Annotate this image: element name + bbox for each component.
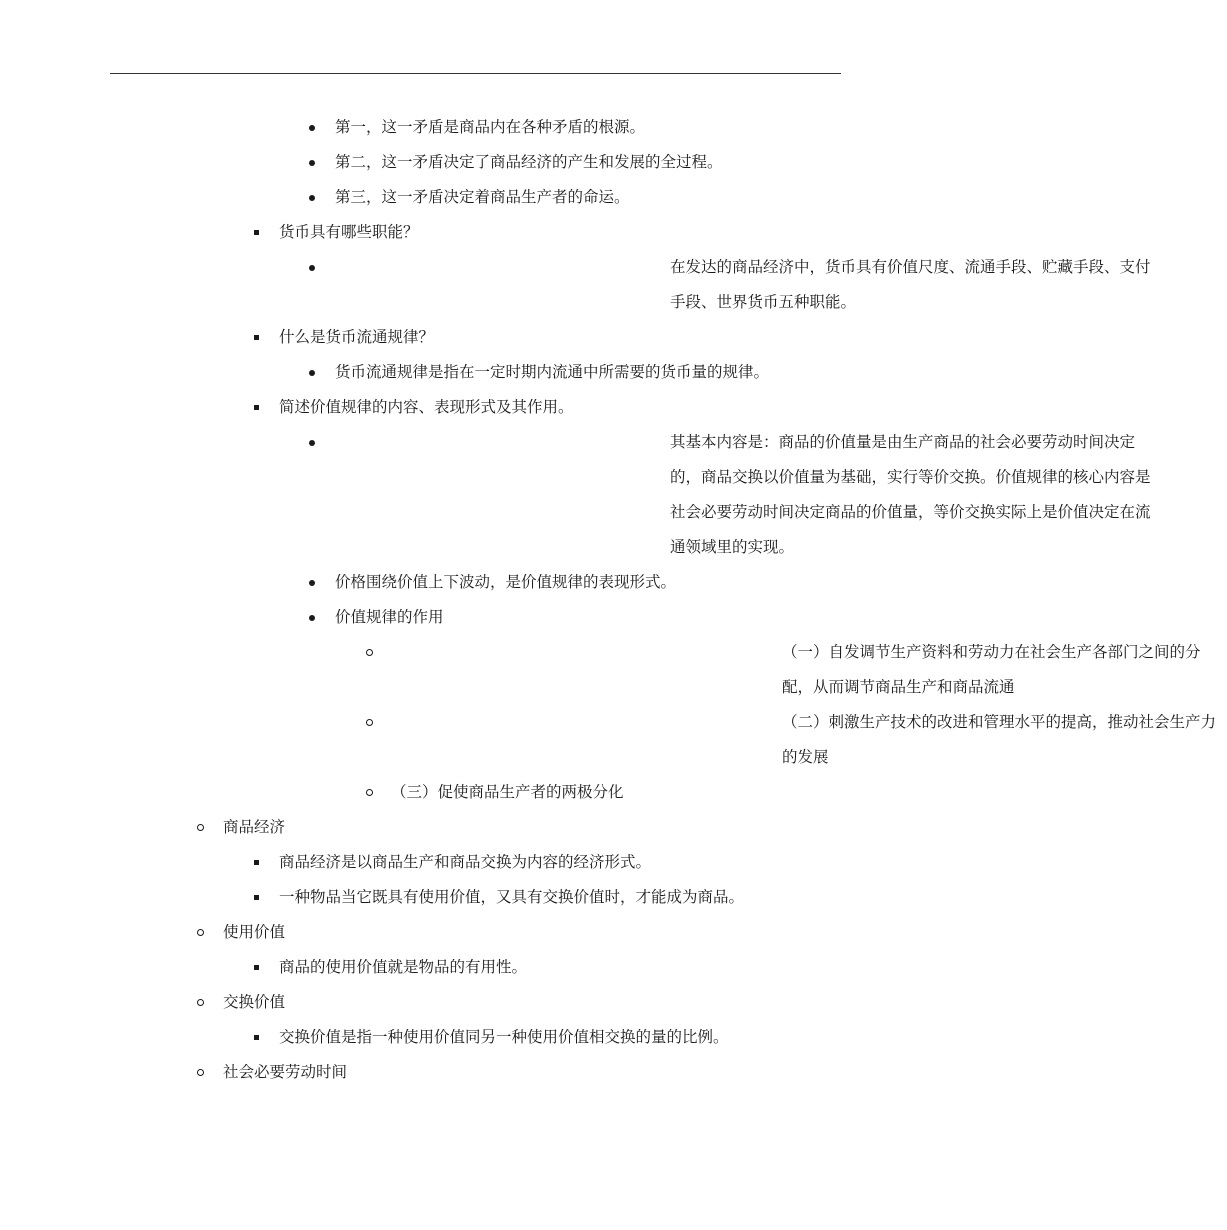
list-item: [0, 775, 950, 810]
list-item-text: 价格围绕价值上下波动，是价值规律的表现形式。: [335, 573, 677, 591]
bullet-square-icon: [254, 895, 259, 900]
list-item-text: 社会必要劳动时间: [223, 1063, 348, 1081]
list-item: [0, 180, 950, 215]
list-item: [0, 145, 950, 180]
list-item-text: 简述价值规律的内容、表现形式及其作用。: [279, 398, 574, 416]
list-item-text: 商品经济: [223, 818, 286, 836]
list-item-text: 货币具有哪些职能？: [279, 223, 419, 241]
bullet-dot-icon: [309, 265, 315, 271]
list-item: [0, 880, 950, 915]
list-item-text: （二）刺激生产技术的改进和管理水平的提高，推动社会生产力的发展: [782, 713, 1217, 766]
list-item: [0, 355, 950, 390]
list-item: [0, 1055, 950, 1090]
header-rule: [110, 73, 841, 74]
list-item-text: 第二，这一矛盾决定了商品经济的产生和发展的全过程。: [335, 153, 723, 171]
bullet-square-icon: [254, 965, 259, 970]
list-item: [0, 390, 950, 425]
list-item-text: 第一，这一矛盾是商品内在各种矛盾的根源。: [335, 118, 646, 136]
bullet-dot-icon: [309, 440, 315, 446]
list-item: [0, 1020, 950, 1055]
list-item: [0, 635, 1201, 705]
document-body: [0, 110, 1217, 1090]
list-item-text: 交换价值是指一种使用价值同另一种使用价值相交换的量的比例。: [279, 1028, 729, 1046]
list-item: [0, 425, 1151, 565]
bullet-circle-icon: [197, 999, 204, 1006]
list-item: [0, 985, 950, 1020]
list-item: [0, 950, 950, 985]
list-item-text: 其基本内容是：商品的价值量是由生产商品的社会必要劳动时间决定的，商品交换以价值量为基础，实行等价交换。价值规律的核心内容是社会必要劳动时间决定商品的价值量，等价交换实际上是价值决定在流通领域里的实现。: [670, 433, 1151, 556]
list-item-text: 在发达的商品经济中，货币具有价值尺度、流通手段、贮藏手段、支付手段、世界货币五种职能。: [670, 258, 1151, 311]
bullet-dot-icon: [309, 125, 315, 131]
list-item: [0, 565, 950, 600]
bullet-square-icon: [254, 1035, 259, 1040]
list-item-text: （三）促使商品生产者的两极分化: [391, 783, 624, 801]
bullet-dot-icon: [309, 195, 315, 201]
list-item-text: 使用价值: [223, 923, 286, 941]
list-item: [0, 845, 950, 880]
list-item: [0, 810, 950, 845]
list-item-text: 第三，这一矛盾决定着商品生产者的命运。: [335, 188, 630, 206]
bullet-circle-icon: [197, 1069, 204, 1076]
list-item: [0, 915, 950, 950]
bullet-square-icon: [254, 335, 259, 340]
list-item-text: 交换价值: [223, 993, 286, 1011]
bullet-dot-icon: [309, 615, 315, 621]
bullet-circle-icon: [197, 824, 204, 831]
bullet-dot-icon: [309, 580, 315, 586]
bullet-circle-icon: [366, 789, 373, 796]
list-item-text: 一种物品当它既具有使用价值，又具有交换价值时，才能成为商品。: [279, 888, 745, 906]
list-item-text: 商品经济是以商品生产和商品交换为内容的经济形式。: [279, 853, 652, 871]
bullet-square-icon: [254, 405, 259, 410]
list-item: [0, 250, 1151, 320]
list-item-text: （一）自发调节生产资料和劳动力在社会生产各部门之间的分配，从而调节商品生产和商品流通: [782, 643, 1201, 696]
bullet-square-icon: [254, 860, 259, 865]
list-item: [0, 320, 950, 355]
list-item-text: 价值规律的作用: [335, 608, 444, 626]
list-item: [0, 110, 950, 145]
bullet-circle-icon: [366, 719, 373, 726]
list-item-text: 什么是货币流通规律？: [279, 328, 435, 346]
list-item-text: 货币流通规律是指在一定时期内流通中所需要的货币量的规律。: [335, 363, 770, 381]
bullet-dot-icon: [309, 370, 315, 376]
bullet-dot-icon: [309, 160, 315, 166]
list-item-text: 商品的使用价值就是物品的有用性。: [279, 958, 528, 976]
bullet-square-icon: [254, 230, 259, 235]
list-item: [0, 600, 950, 635]
list-item: [0, 705, 1217, 775]
bullet-circle-icon: [197, 929, 204, 936]
list-item: [0, 215, 950, 250]
bullet-circle-icon: [366, 649, 373, 656]
